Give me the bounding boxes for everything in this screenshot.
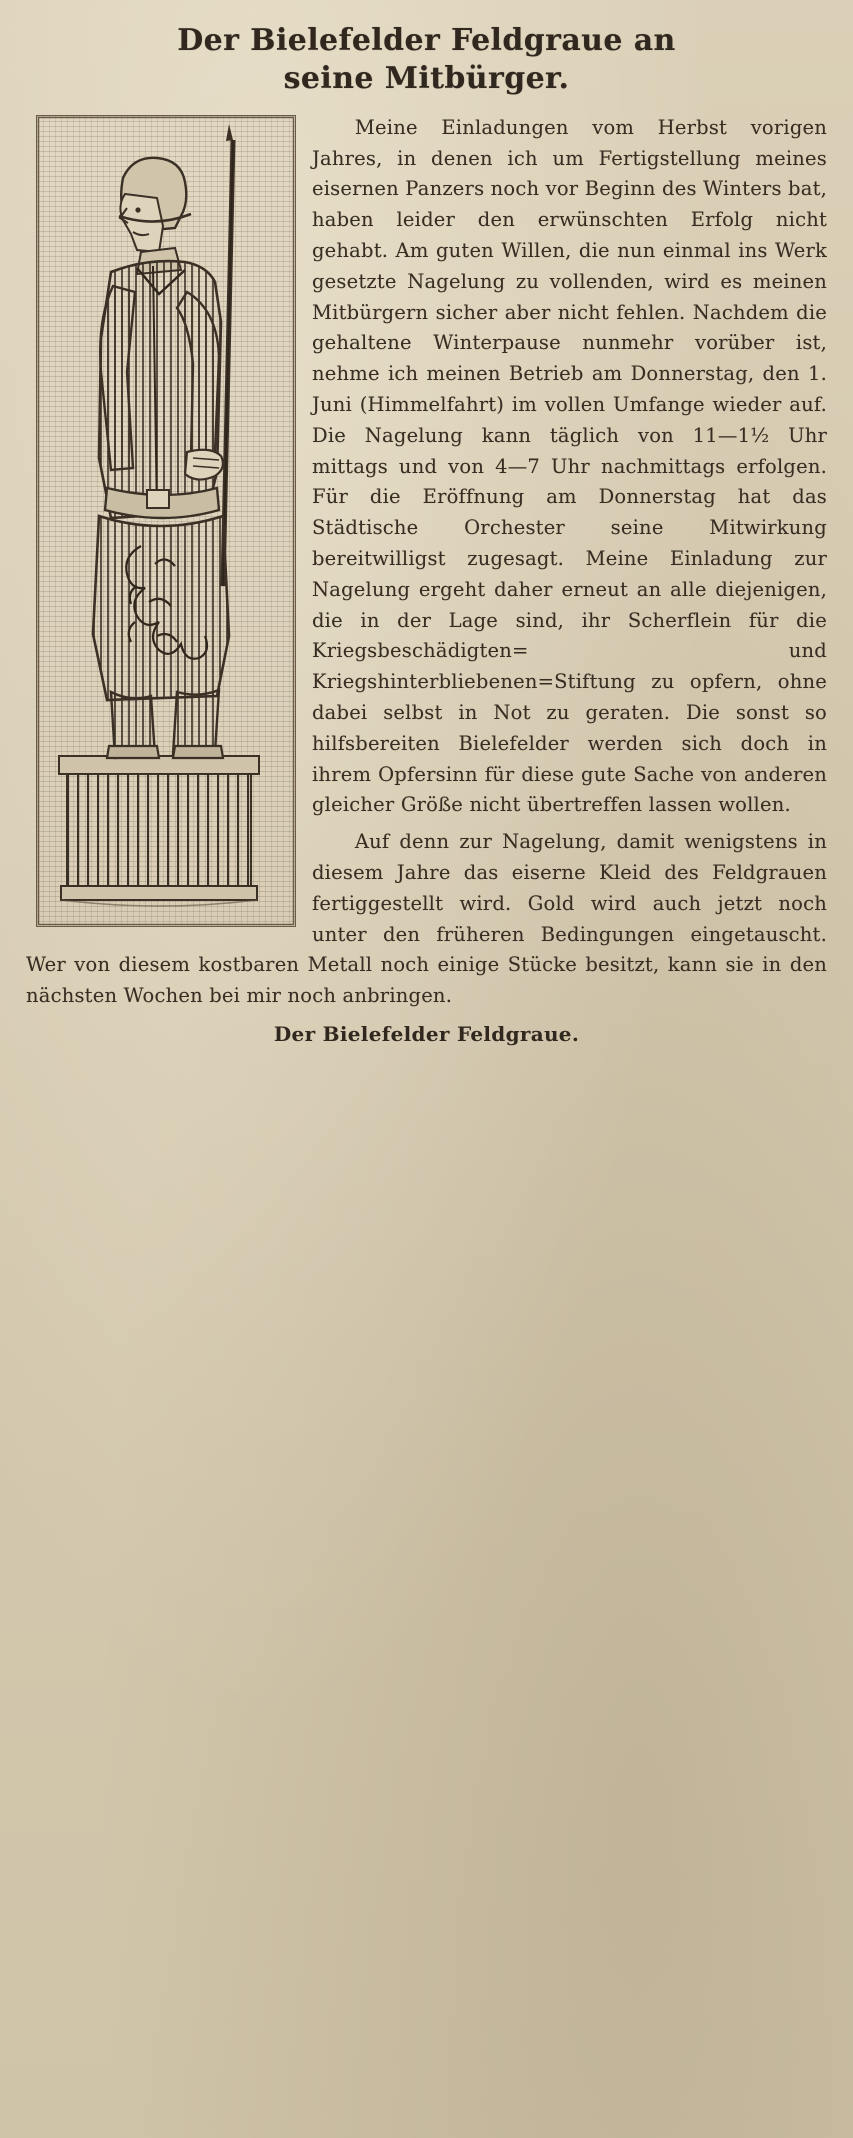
paragraph-1: Meine Einladungen vom Herbst vorigen Jahres, in denen ich um Fertigstellung meines eisernen Panzers noch vor Beginn des Winters bat, haben leider den erwünschten Erfolg nicht gehabt. Am guten Willen, die nun einmal ins Werk gesetzte Nagelung zu vollenden, wird es meinen Mitbürgern sicher aber nicht fehlen. Nachdem die gehaltene Winterpause nunmehr vorüber ist, nehme ich meinen Betrieb am Donnerstag, den 1. Juni (Himmelfahrt) im vollen Umfange wieder auf. Die Nagelung kann täglich von 11—1½ Uhr mittags und von 4—7 Uhr nachmittags erfolgen. Für die Eröffnung am Donnerstag hat das Städtische Orchester seine Mitwirkung bereitwilligst zugesagt. Meine Einladung zur Nagelung ergeht daher erneut an alle diejenigen, die in der Lage sind, ihr Scherflein für die Kriegsbeschädigten= und Kriegshinterbliebenen=Stiftung zu opfern, ohne dabei selbst in Not zu geraten. Die sonst so hilfsbereiten Bielefelder werden sich doch in ihrem Opfersinn für diese gute Sache von anderen gleicher Größe nicht übertreffen lassen wollen. (312, 115, 828, 817)
illustration-container (36, 115, 296, 927)
paragraph-2: Auf denn zur Nagelung, damit wenigstens in diesem Jahre das eiserne Kleid des Feldgrauen fertiggestellt wird. Gold wird auch jetzt noch unter den früheren Bedingungen eingetauscht. Wer von diesem kostbaren Metall noch einige Stücke besitzt, kann sie in den nächsten Wochen bei mir noch anbringen. (26, 830, 827, 1008)
woodcut-iron-soldier-statue-image (36, 115, 296, 927)
headline-line-2: seine Mitbürger. (283, 61, 570, 97)
pedestal (59, 756, 259, 900)
headline-line-1: Der Bielefelder Feldgraue an (177, 23, 676, 58)
soldier-figure (93, 124, 233, 758)
statue-line-art (37, 116, 295, 926)
page-title (44, 22, 809, 99)
signature-line: Der Bielefelder Feldgraue. (273, 1021, 580, 1046)
